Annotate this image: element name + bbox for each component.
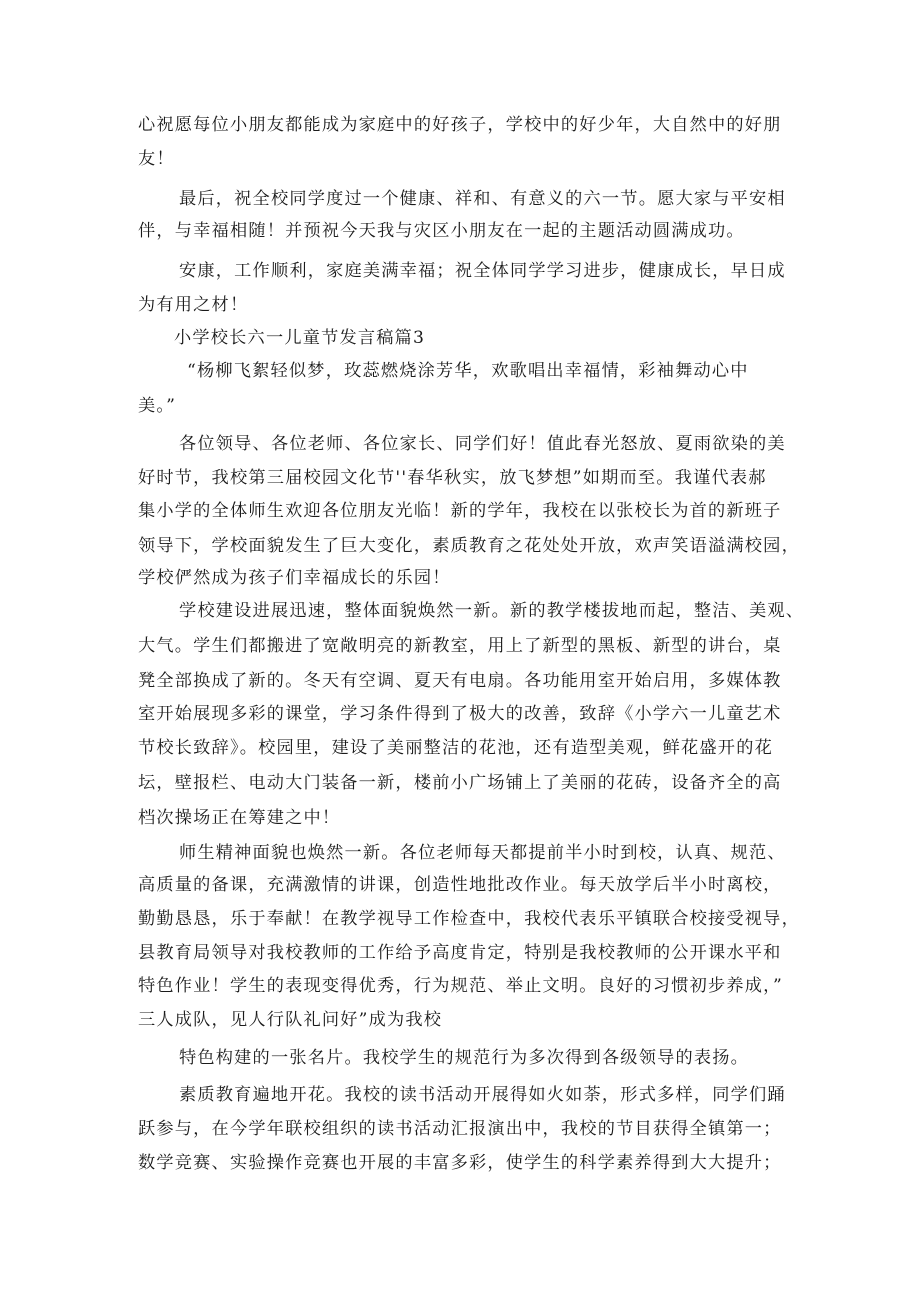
- text-line: 伴，与幸福相随！并预祝今天我与灾区小朋友在一起的主题活动圆满成功。: [138, 221, 745, 241]
- text-line: 学校建设进展迅速，整体面貌焕然一新。新的教学楼拔地而起，整洁、美观、: [179, 601, 805, 621]
- text-line: 特色构建的一张名片。我校学生的规范行为多次得到各级领导的表扬。: [179, 1048, 750, 1068]
- text-line: 好时节，我校第三届校园文化节''春华秋实，放飞梦想”如期而至。我谨代表郝: [138, 468, 767, 488]
- text-line: 县教育局领导对我校教师的工作给予高度肯定，特别是我校教师的公开课水平和: [138, 943, 782, 963]
- text-line: 集小学的全体师生欢迎各位朋友光临！新的学年，我校在以张校长为首的新班子: [138, 501, 782, 521]
- text-line: 坛，壁报栏、电动大门装备一新，楼前小广场铺上了美丽的花砖，设备齐全的高: [138, 773, 782, 793]
- text-line: 各位领导、各位老师、各位家长、同学们好！值此春光怒放、夏雨欲染的美: [179, 434, 786, 454]
- text-line: 特色作业！学生的表现变得优秀，行为规范、举止文明。良好的习惯初步养成，”: [138, 976, 783, 996]
- text-line: 节校长致辞》。校园里，建设了美丽整洁的花池，还有造型美观，鲜花盛开的花: [138, 738, 773, 758]
- text-line: 心祝愿每位小朋友都能成为家庭中的好孩子，学校中的好少年，大自然中的好朋: [138, 115, 782, 135]
- text-line: 大气。学生们都搬进了宽敞明亮的新教室，用上了新型的黑板、新型的讲台，桌: [138, 636, 782, 656]
- text-line: 凳全部换成了新的。冬天有空调、夏天有电扇。各功能用室开始启用，多媒体教: [138, 671, 782, 691]
- text-line: 美。”: [138, 396, 177, 416]
- text-line: 数学竞赛、实验操作竞赛也开展的丰富多彩，使学生的科学素养得到大大提升；: [138, 1153, 782, 1173]
- text-line: 室开始展现多彩的课堂，学习条件得到了极大的改善，致辞《小学六一儿童艺术: [138, 704, 782, 724]
- text-line: 最后，祝全校同学度过一个健康、祥和、有意义的六一节。愿大家与平安相: [179, 189, 786, 209]
- text-line: 跃参与，在今学年联校组织的读书活动汇报演出中，我校的节目获得全镇第一；: [138, 1119, 782, 1139]
- text-line: 勤勤恳恳，乐于奉献！在教学视导工作检查中，我校代表乐平镇联合校接受视导，: [138, 909, 800, 929]
- text-line: 三人成队，见人行队礼问好”成为我校: [138, 1010, 443, 1030]
- section-title: 小学校长六一儿童节发言稿篇3: [174, 328, 426, 348]
- text-line: 为有用之材！: [138, 295, 249, 315]
- text-line: 安康，工作顺利，家庭美满幸福；祝全体同学学习进步，健康成长，早日成: [179, 261, 786, 281]
- text-line: 素质教育遍地开花。我校的读书活动开展得如火如荼，形式多样，同学们踊: [179, 1085, 786, 1105]
- text-line: 学校俨然成为孩子们幸福成长的乐园！: [138, 568, 451, 588]
- text-line: 领导下，学校面貌发生了巨大变化，素质教育之花处处开放，欢声笑语溢满校园，: [138, 536, 800, 556]
- text-line: 友！: [138, 149, 175, 169]
- text-line: 档次操场正在筹建之中！: [138, 808, 341, 828]
- text-line: 高质量的备课，充满激情的讲课，创造性地批改作业。每天放学后半小时离校，: [138, 875, 782, 895]
- text-line: 师生精神面貌也焕然一新。各位老师每天都提前半小时到校，认真、规范、: [179, 843, 786, 863]
- text-line: “杨柳飞絮轻似梦，玫蕊燃烧涂芳华，欢歌唱出幸福情，彩袖舞动心中: [187, 361, 749, 381]
